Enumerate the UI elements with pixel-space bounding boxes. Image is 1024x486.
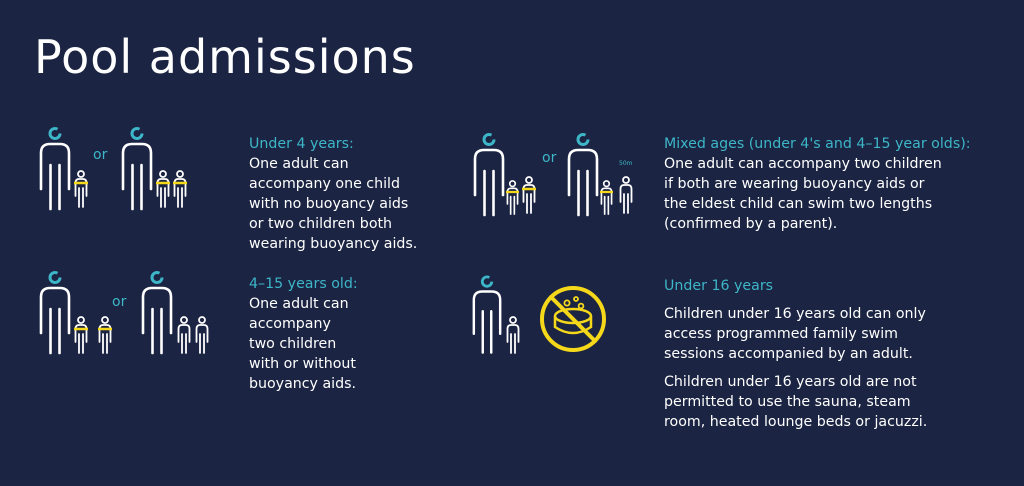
under4-text	[249, 134, 417, 254]
age4to15-line: with or without	[249, 356, 356, 372]
mixed-ages-pictogram	[470, 130, 640, 220]
under16-line: access programmed family swim	[664, 326, 898, 342]
child-with-buoyancy-aid-icon	[171, 171, 189, 207]
under4-line: with no buoyancy aids	[249, 196, 409, 212]
under4-line: accompany one child	[249, 176, 400, 192]
child-with-buoyancy-aid-icon	[598, 181, 615, 214]
mixed-ages-line: One adult can accompany two children	[664, 156, 942, 172]
mixed-ages-line: the eldest child can swim two lengths	[664, 196, 933, 212]
mixed-ages-line: if both are wearing buoyancy aids or	[664, 176, 925, 192]
pool-length-label: 50m	[619, 160, 633, 167]
child-with-buoyancy-aid-icon	[504, 181, 521, 214]
under16-line: Children under 16 years old can only	[664, 306, 926, 322]
adult-figure-icon	[143, 273, 171, 354]
under4-line: wearing buoyancy aids.	[249, 236, 418, 252]
under16-line: Children under 16 years old are not	[664, 374, 917, 390]
or-label: or	[542, 150, 557, 166]
child-with-buoyancy-aid-icon	[154, 171, 172, 207]
adult-figure-icon	[123, 129, 151, 210]
age4to15-pictogram	[36, 268, 216, 358]
under4-line: One adult can	[249, 156, 349, 172]
under16-line: permitted to use the sauna, steam	[664, 394, 911, 410]
age4to15-line: One adult can	[249, 296, 349, 312]
under4-line: or two children both	[249, 216, 393, 232]
under16-paragraph-2	[664, 372, 927, 432]
under16-text	[664, 276, 927, 440]
under16-line: room, heated lounge beds or jacuzzi.	[664, 414, 928, 430]
adult-figure-icon	[474, 277, 500, 353]
age4to15-line: two children	[249, 336, 337, 352]
age4to15-text	[249, 274, 358, 394]
child-with-buoyancy-aid-icon	[72, 171, 90, 207]
under4-heading: Under 4 years:	[249, 136, 354, 152]
adult-figure-icon	[475, 135, 503, 216]
child-with-buoyancy-aid-icon	[72, 317, 90, 353]
child-with-buoyancy-aid-icon	[520, 177, 538, 213]
no-jacuzzi-icon	[542, 288, 604, 350]
page-title: Pool admissions	[34, 30, 416, 84]
child-figure-icon	[621, 177, 632, 213]
mixed-ages-text	[664, 134, 971, 234]
age4to15-line: buoyancy aids.	[249, 376, 357, 392]
age4to15-heading: 4–15 years old:	[249, 276, 358, 292]
under16-pictogram	[468, 270, 618, 365]
mixed-ages-heading: Mixed ages (under 4's and 4–15 year olds):	[664, 136, 971, 152]
adult-figure-icon	[41, 273, 69, 354]
child-figure-icon	[508, 317, 519, 353]
age4to15-line: accompany	[249, 316, 331, 332]
under16-heading: Under 16 years	[664, 278, 774, 294]
child-figure-icon	[179, 317, 190, 353]
mixed-ages-line: (confirmed by a parent).	[664, 216, 838, 232]
under4-pictogram	[36, 124, 206, 214]
under16-paragraph-1	[664, 304, 927, 364]
child-figure-icon	[197, 317, 208, 353]
under16-line: sessions accompanied by an adult.	[664, 346, 913, 362]
or-label: or	[112, 294, 127, 310]
adult-figure-icon	[41, 129, 69, 210]
child-with-buoyancy-aid-icon	[96, 317, 114, 353]
or-label: or	[93, 147, 108, 163]
adult-figure-icon	[569, 135, 597, 216]
